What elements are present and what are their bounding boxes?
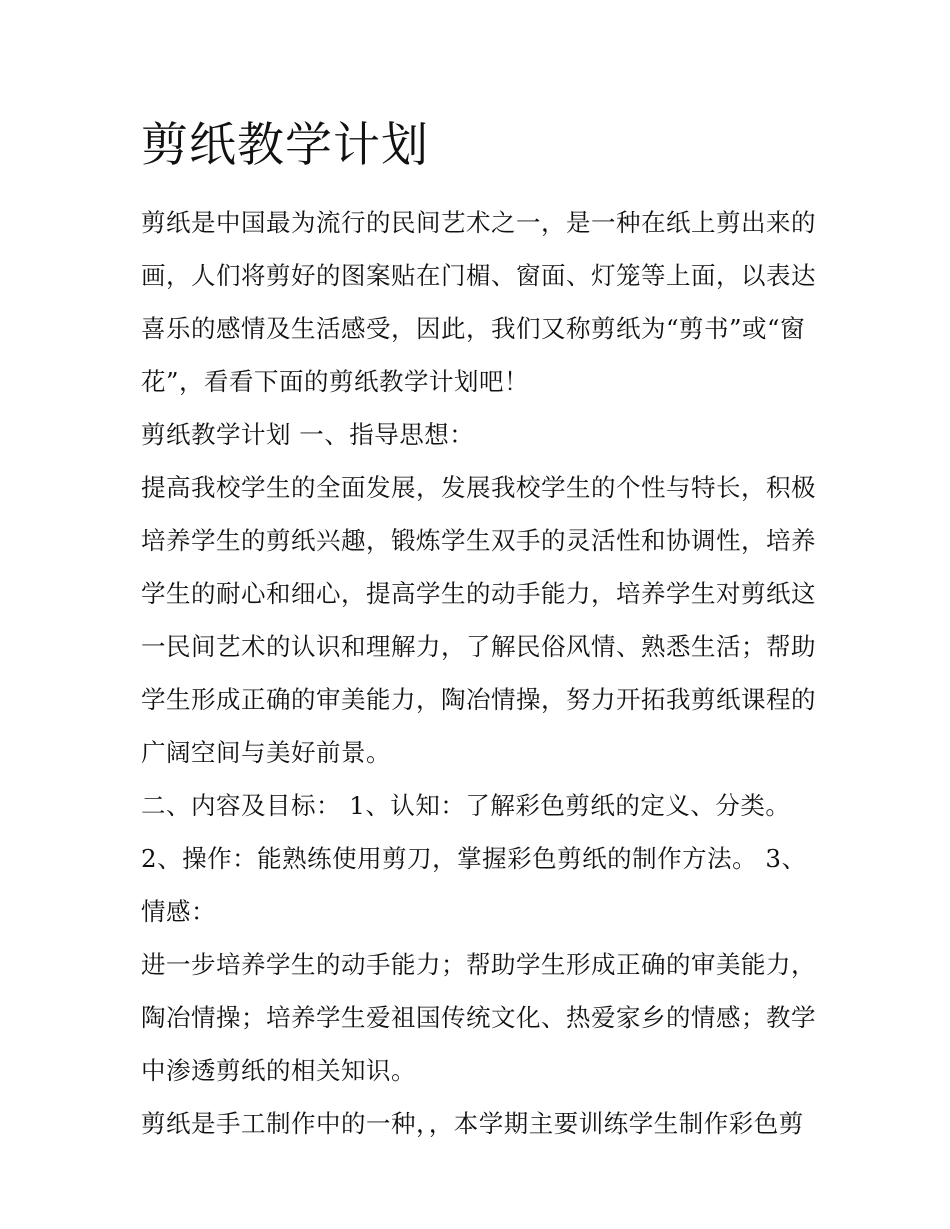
text-line: 广阔空间与美好前景。 (141, 738, 391, 767)
section-heading: 剪纸教学计划 一、指导思想： (141, 420, 475, 449)
text-line: 进一步培养学生的动手能力；帮助学生形成正确的审美能力， (141, 950, 816, 979)
text-line: 中渗透剪纸的相关知识。 (141, 1056, 416, 1085)
text-line: 陶冶情操；培养学生爱祖国传统文化、热爱家乡的情感；教学 (141, 1003, 816, 1032)
text-line: 培养学生的剪纸兴趣，锻炼学生双手的灵活性和协调性，培养 (141, 526, 816, 555)
text-line: 一民间艺术的认识和理解力，了解民俗风情、熟悉生活；帮助 (141, 632, 816, 661)
section-heading: 二、内容及目标： 1、认知：了解彩色剪纸的定义、分类。 (141, 791, 791, 820)
text-line: 学生的耐心和细心，提高学生的动手能力，培养学生对剪纸这 (141, 579, 816, 608)
text-line: 画，人们将剪好的图案贴在门楣、窗面、灯笼等上面，以表达 (141, 261, 816, 290)
text-line: 提高我校学生的全面发展，发展我校学生的个性与特长，积极 (141, 473, 816, 502)
text-line: 喜乐的感情及生活感受，因此，我们又称剪纸为“剪书”或“窗 (141, 314, 806, 343)
document-body (141, 196, 821, 1150)
text-line: 2、操作：能熟练使用剪刀，掌握彩色剪纸的制作方法。 3、 (141, 844, 807, 873)
text-line: 花”，看看下面的剪纸教学计划吧！ (141, 367, 530, 396)
text-line: 学生形成正确的审美能力，陶冶情操，努力开拓我剪纸课程的 (141, 685, 816, 714)
text-line: 剪纸是手工制作中的一种，，本学期主要训练学生制作彩色剪 (141, 1109, 804, 1138)
text-line: 情感： (141, 897, 216, 926)
page-title: 剪纸教学计划 (141, 118, 429, 173)
text-line: 剪纸是中国最为流行的民间艺术之一，是一种在纸上剪出来的 (141, 208, 816, 237)
